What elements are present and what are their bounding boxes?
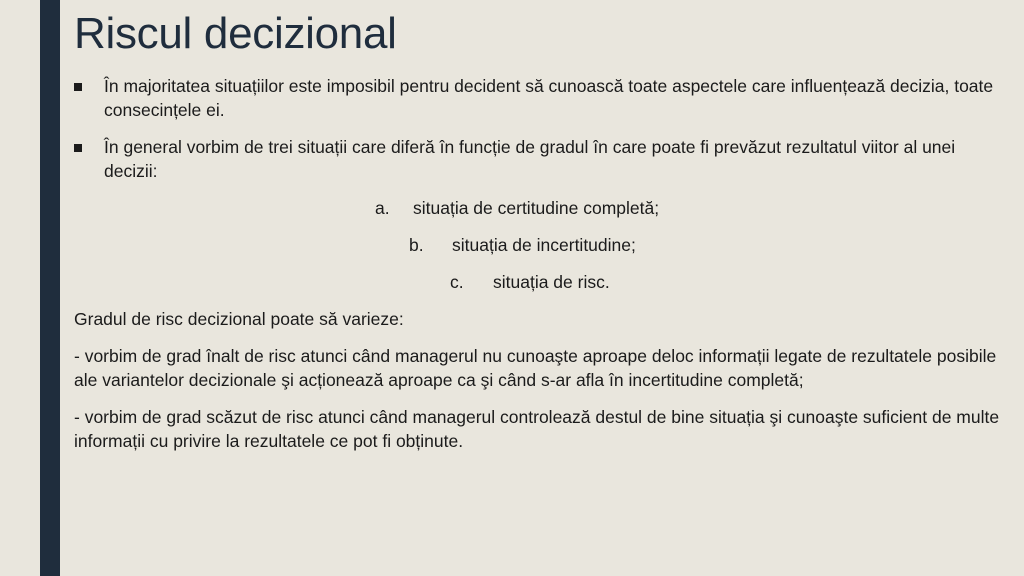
list-letter: a. <box>375 198 390 218</box>
list-item-text: situația de certitudine completă; <box>413 198 660 218</box>
slide-title: Riscul decizional <box>74 9 397 58</box>
bullet-item <box>74 135 1009 183</box>
square-bullet-icon <box>74 144 82 152</box>
bullet-text: În general vorbim de trei situații care diferă în funcție de gradul în care poate fi prevăzut rezultatul viitor al unei decizii: <box>104 137 956 181</box>
list-item <box>74 196 1009 220</box>
side-accent-bar <box>40 0 60 576</box>
list-letter: c. <box>450 272 464 292</box>
paragraph-low-risk: - vorbim de grad scăzut de risc atunci când managerul controlează destul de bine situația şi cunoaşte suficient de multe informații cu privire la rezultatele ce pot fi obținute. <box>74 407 1000 451</box>
list-item-text: situația de risc. <box>493 272 610 292</box>
slide-content <box>74 74 1009 466</box>
paragraph-high-risk: - vorbim de grad înalt de risc atunci când managerul nu cunoaşte aproape deloc informații legate de rezultatele posibile ale variantelor decizionale şi acționează aproape ca şi când s-ar afla în incertitudine completă; <box>74 346 997 390</box>
bullet-text: În majoritatea situațiilor este imposibil pentru decident să cunoască toate aspectele care influențează decizia, toate consecințele ei. <box>104 76 994 120</box>
list-item <box>74 270 1009 294</box>
list-letter: b. <box>409 235 424 255</box>
list-item <box>74 233 1009 257</box>
lettered-list <box>74 196 1009 294</box>
list-item-text: situația de incertitudine; <box>452 235 636 255</box>
paragraph-intro: Gradul de risc decizional poate să varieze: <box>74 309 404 329</box>
square-bullet-icon <box>74 83 82 91</box>
bullet-item <box>74 74 1009 122</box>
